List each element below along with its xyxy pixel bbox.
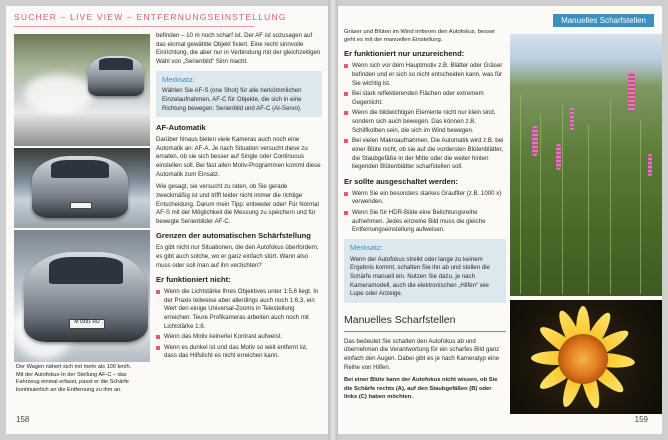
right-page [338, 6, 662, 434]
af-auto-paragraph-2: Wie gesagt, sie versucht zu raten, ob Sie gerade zweckmäßig ist und trifft leider nicht immer die richtige Entscheidung. Darum mein Tipp: entweder oder! Für Normal AF-S mit der Möglichkeit die Messung zu speichern und für bewegte Serienbilder AF-C. [156, 183, 319, 225]
license-plate: M 0391 RU [69, 319, 106, 329]
water-spray [24, 74, 94, 114]
limits-paragraph: Es gibt nicht nur Situationen, die den Autofokus überfordern, es gibt auch solche, wo er ganz einfach stürt. Wann also muss oder soll man auf ihn verzichten? [156, 244, 319, 269]
tip-text: Wählen Sie AF-S (one Shot) für alle herkömmlichen Einzelaufnahmen, AF-C für Objekte, die sich in eine Richtung bewegen: Serienbild und AF-C (AI-Servo). [162, 87, 302, 112]
list-item: Wenn Sie ein besonders starkes Grauflter (z.B. 1000 x) verwenden. [344, 190, 506, 207]
heading-unreliable: Er funktioniert nur unzureichend: [344, 49, 465, 59]
heading-limits: Grenzen der automatischen Schärfstellung [156, 231, 311, 241]
page-number-left: 158 [16, 415, 30, 424]
list-item: Bei vielen Makroaufnahmen. Die Automatik wird z.B. bei einer Blüte nicht, ob sie auf die vordersten Blütenblätter, die Staubgefäße in der Mitte oder die weiter hinten liegenden Blütenblätter scharfstellen soll. [344, 137, 506, 172]
book-gutter [328, 0, 338, 440]
meadow-photo [510, 34, 662, 296]
heading-fails: Er funktioniert nicht: [156, 275, 231, 285]
list-item: Wenn die Lichtstärke Ihres Objektives unter 1:5,6 liegt. In der Praxis teilweise aber allerdings auch noch 1:6,3, ein Wert den einige Universal-Zooms in Telestellung erreichen. Teure Profikameras arbeiten auch noch mit Lichtstärke 1:8. [156, 288, 322, 331]
photo-caption: Der Wagen nähert sich mit mehr als 100 km/h. Mit der Autofokus-In der Stellung AF-C – das Fahrzeug einmal erfasst, passt er die Schärfe kontinuierlich an die Entfernung zu ihm an. [16, 364, 132, 393]
list-item: Wenn Sie für HDR-Bilde eine Belichtungsreihe aufnehmen. Jedes einzelne Bild muss die gleiche Entfernungseinstellung aufweisen. [344, 209, 506, 235]
car-photo-approach [14, 148, 150, 228]
section-paragraph-2: Bei einer Blüte kann der Autofokus nicht wissen, ob Sie die Schärfe rechts (A), auf den Staubgefäßen (B) oder links (C) haben möchten. [344, 377, 498, 400]
list-item: Wenn die bildwichtigen Elemente nicht nur klein sind, sondern sich auch bewegen. Das können z.B. Schilfkolben sein, die sich im Wind bewegen. [344, 109, 506, 135]
off-list [344, 190, 506, 235]
list-item: Wenn sich vor dem Hauptmotiv z.B. Blätter oder Gräser befinden und er sich so nicht entscheiden kann, was für Sie wichtig ist. [344, 62, 506, 88]
running-head-rule [14, 26, 254, 27]
left-text-column [156, 32, 322, 365]
list-item: Wenn es dunkel ist und das Motiv so weit entfernt ist, dass das Hilfslicht es nicht erreichen kann. [156, 344, 322, 361]
intro-paragraph: befinden – 10 m noch scharf ist. Der AF ist sozusagen auf das einmal gewählte Objekt fixiert. Eine recht sinnvolle Einrichtung, die aber nur in Verbindung mit der gleichzeitigen Wahl von „Serienbild“ Sinn macht. [156, 32, 321, 65]
tip-title: Merksatz: [350, 242, 383, 252]
section-paragraph-1: Das bedeutet Sie schalten den Autofokus ab und übernehmen die Verantwortung für ein scharfes Bild ganz einfach den Augen. Dabei gibt es je nach Kameratyp eine Reihe von Hilfen. [344, 337, 500, 371]
heading-af-auto: AF-Automatik [156, 123, 206, 133]
fails-list [156, 288, 322, 361]
flower-spike [570, 108, 574, 130]
heading-off: Er sollte ausgeschaltet werden: [344, 176, 458, 186]
flower-spike [628, 72, 635, 112]
car-photo-closeup [14, 230, 150, 362]
tip-text: Wenn der Autofokus streikt oder lange zu keinem Ergebnis kommt, schalten Sie ihn ab und stellen die Schärfe manuell ein. Nutzen Sie dazu, je nach Kameramodell, auch die elektronischen „Hilfen“ wie Lupe oder Anzeige. [350, 255, 490, 298]
left-page [6, 6, 328, 434]
af-auto-paragraph-1: Darüber hinaus bieten viele Kameras auch noch eine Automatik an: AF-A. Je nach Situation versucht diese zu ernaten, ob sie sich besser auf Single oder Continuous einstellen soll. Bei fast allen Motiv-Programmen kommt diese Automatik zum Einsatz. [156, 136, 321, 178]
running-head-right: Manuelles Scharfstellen [553, 14, 654, 27]
photo-caption-right: Gräser und Blüten im Wind irritieren den Autofokus, besser geht es mit der manuellen Einstellung. [344, 29, 496, 44]
car-shape [88, 56, 144, 96]
running-head-left: SUCHER – LIVE VIEW – ENTFERNUNGSEINSTELLUNG [14, 12, 287, 22]
daisy-photo [510, 300, 662, 414]
daisy-center [558, 334, 608, 384]
list-item: Wenn das Motiv keinerlei Kontrast aufweist. [156, 333, 322, 342]
car-shape [32, 156, 128, 218]
car-shape [24, 252, 148, 342]
tip-title: Merksatz: [162, 74, 195, 84]
car-photo-track [14, 34, 150, 146]
tip-box [344, 239, 506, 303]
flower-spike [648, 154, 652, 176]
section-title: Manuelles Scharfstellen [344, 313, 506, 332]
flower-spike [556, 144, 561, 170]
flower-spike [532, 126, 538, 156]
right-text-column [344, 28, 506, 405]
unreliable-list [344, 62, 506, 172]
license-plate [70, 202, 91, 210]
list-item: Bei stark reflektierenden Flächen oder extremem Gegenlicht. [344, 90, 506, 107]
tip-box [156, 71, 322, 118]
page-number-right: 159 [634, 415, 648, 424]
